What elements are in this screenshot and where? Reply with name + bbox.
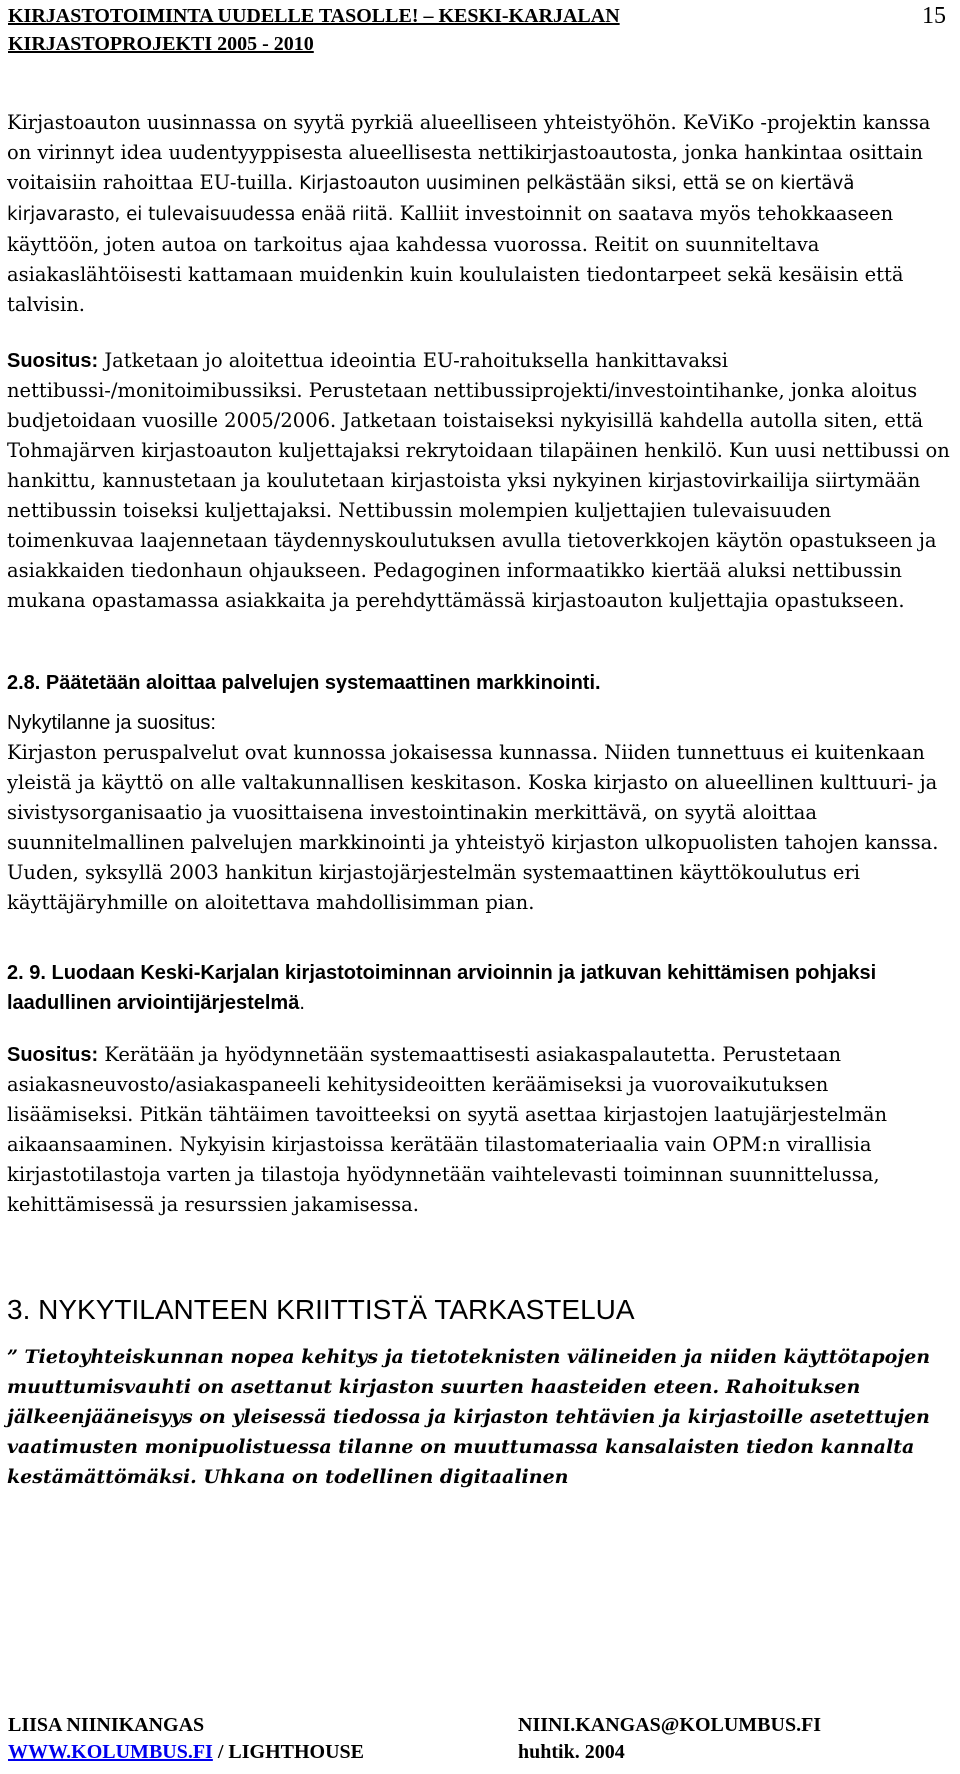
header-title-part2: – KESKI-KARJALAN	[418, 5, 620, 27]
paragraph-bookmobile	[7, 108, 951, 320]
header-title-part3: KIRJASTOPROJEKTI 2005 - 2010	[8, 33, 314, 55]
section-3-heading: 3. NYKYTILANTEEN KRIITTISTÄ TARKASTELUA	[7, 1294, 635, 1325]
section-2-8-text: Kirjaston peruspalvelut ovat kunnossa jokaisessa kunnassa. Niiden tunnettuus ei kuitenkaan yleistä ja käyttö on alle valtakunnallisen keskitason. Koska kirjasto on alueellinen kulttuuri- ja sivistysorganisaatio ja vuosittaisena investointinakin merkittävä, on syytä aloittaa suunnitelmallinen palvelujen markkinointi ja yhteistyö kirjaston ulkopuolisten tahojen kanssa. Uuden, syksyllä 2003 hankitun kirjastojärjestelmän systemaattinen käyttökoulutus eri käyttäjäryhmille on aloitettava mahdollisimman pian.	[7, 741, 939, 914]
footer-right	[518, 1712, 821, 1766]
header-title-line2	[8, 30, 952, 58]
footer-website-suffix: / LIGHTHOUSE	[212, 1741, 364, 1763]
paragraph-bookmobile-part3: Kalliit investoinnit on saatava myös tehokkaaseen käyttöön, joten autoa on tarkoitus ajaa kahdessa vuorossa. Reitit on suunniteltava asiakaslähtöisesti kattamaan muidenkin kuin koululaisten tiedontarpeet sekä kesäisin että talvisin.	[7, 202, 904, 316]
section-3-quote: ” Tietoyhteiskunnan nopea kehitys ja tietoteknisten välineiden ja niiden käyttötapojen muuttumisvauhti on asettanut kirjaston suurten haasteiden eteen. Rahoituksen jälkeenjääneisyys on yleisessä tiedossa ja kirjaston tehtävien ja kirjastoille asetettujen vaatimusten monipuolistuessa tilanne on muuttumassa kansalaisten tiedon kannalta kestämättömäksi. Uhkana on todellinen digitaalinen	[7, 1346, 931, 1488]
page-number: 15	[922, 3, 946, 29]
footer-website-line	[8, 1739, 364, 1766]
header-title-part1: KIRJASTOTOIMINTA UUDELLE TASOLLE!	[8, 5, 419, 27]
footer-left	[8, 1712, 364, 1766]
section-2-9-heading	[7, 958, 951, 1018]
header-title-line1	[8, 2, 952, 30]
recommendation-quality-text: Kerätään ja hyödynnetään systemaattisesti asiakaspalautetta. Perustetaan asiakasneuvosto/asiakaspaneeli kehitysideoitten keräämiseksi ja vuorovaikutuksen lisäämiseksi. Pitkän tähtäimen tavoitteeksi on syytä asettaa kirjastojen laatujärjestelmän aikaansaaminen. Nykyisin kirjastoissa kerätään tilastomateriaalia vain OPM:n virallisia kirjastotilastoja varten ja tilastoja hyödynnetään vaihtelevasti toiminnan suunnittelussa, kehittämisessä ja resurssien jakamisessa.	[7, 1043, 888, 1216]
footer-website-link[interactable]: WWW.KOLUMBUS.FI	[8, 1741, 213, 1763]
page-header	[8, 2, 952, 58]
footer-author: LIISA NIINIKANGAS	[8, 1714, 205, 1736]
recommendation-label: Suositus:	[7, 350, 99, 372]
section-2-8-subheading: Nykytilanne ja suositus:	[7, 712, 216, 734]
footer-date: huhtik. 2004	[518, 1741, 625, 1763]
paragraph-bookmobile-part2: Kirjastoauton uusiminen pelkästään siksi, että se on kiertävä kirjavarasto, ei tulevaisuudessa enää riitä.	[7, 173, 855, 225]
recommendation-text: Jatketaan jo aloitettua ideointia EU-rahoituksella hankittavaksi nettibussi-/monitoimibussiksi. Perustetaan nettibussiprojekti/investointihanke, jonka aloitus budjetoidaan vuosille 2005/2006. Jatketaan toistaiseksi nykyisillä kahdella autolla siten, että Tohmajärven kirjastoauton kuljettajaksi rekrytoidaan tilapäinen henkilö. Kun uusi nettibussi on hankittu, kannustetaan ja koulutetaan kirjastoista yksi nykyinen kirjastovirkailija siirtymään nettibussin toiseksi kuljettajaksi. Nettibussin molempien kuljettajien tulevaisuuden toimenkuvaa laajennetaan täydennyskoulutuksen avulla tietoverkkojen käytön opastukseen ja asiakkaiden tiedonhaun ohjaukseen. Pedagoginen informaatikko kiertää aluksi nettibussin mukana opastamassa asiakkaita ja perehdyttämässä kirjastoauton kuljettajia opastukseen.	[7, 349, 950, 612]
recommendation-netbus	[7, 346, 951, 616]
document-body	[7, 108, 951, 1492]
recommendation-quality-label: Suositus:	[7, 1044, 99, 1066]
section-2-9-heading-end: .	[299, 992, 305, 1014]
recommendation-quality	[7, 1040, 951, 1220]
paragraph-bookmobile-part1: Kirjastoauton uusinnassa on syytä pyrkiä alueelliseen yhteistyöhön. KeViKo -projektin kanssa on virinnyt idea uudentyyppisesta alueellisesta nettikirjastoautosta, jonka hankintaa osittain voitaisiin rahoittaa EU-tuilla.	[7, 111, 931, 194]
section-2-9-heading-text: 2. 9. Luodaan Keski-Karjalan kirjastotoiminnan arvioinnin ja jatkuvan kehittämisen pohjaksi laadullinen arviointijärjestelmä	[7, 962, 877, 1014]
footer-email: NIINI.KANGAS@KOLUMBUS.FI	[518, 1714, 822, 1736]
section-2-8-heading: 2.8. Päätetään aloittaa palvelujen systemaattinen markkinointi.	[7, 672, 601, 694]
